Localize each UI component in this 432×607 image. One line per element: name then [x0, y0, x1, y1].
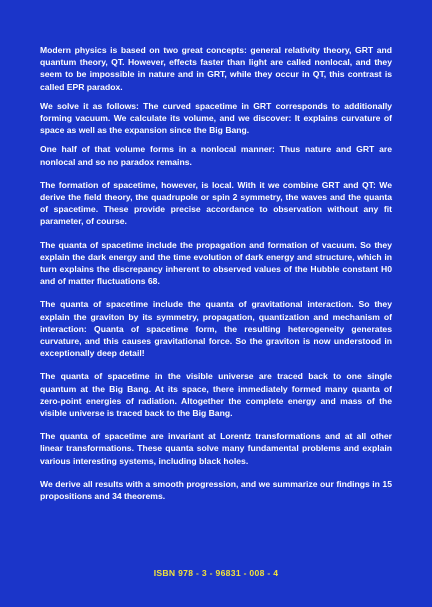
- paragraph-dark-energy: The quanta of spacetime include the propagation and formation of vacuum. So they explain the dark energy and the time evolution of dark energy and structure, which in turn explains the discrepancy inherent to observed values of the Hubble constant H0 and of matter fluctuations 68.: [40, 239, 392, 287]
- paragraph-invariance: The quanta of spacetime are invariant at Lorentz transformations and at all other linear transformations. These quanta solve many fundamental problems and explain various interesting systems, including black holes.: [40, 431, 392, 466]
- paragraph-graviton: The quanta of spacetime include the quanta of gravitational interaction. So they explain the graviton by its symmetry, propagation, quantization and mechanism of interaction: Quanta of spacetime form, the resulting heterogeneity generates curvature, and this causes gravitational force. So the graviton is now understood in exceptionally deep detail!: [40, 299, 392, 359]
- paragraph-formation: The formation of spacetime, however, is local. With it we combine GRT and QT: We derive the field theory, the quadrupole or spin 2 symmetry, the waves and the quanta of spacetime. These provide precise accordance to observation without any fit parameter, of course.: [40, 179, 392, 227]
- isbn-label: ISBN 978 - 3 - 96831 - 008 - 4: [153, 568, 279, 578]
- paragraph-summary: We derive all results with a smooth progression, and we summarize our findings in 15 propositions and 34 theorems.: [40, 478, 392, 502]
- cover-text-block: [40, 44, 392, 509]
- paragraph-big-bang: The quanta of spacetime in the visible universe are traced back to one single quantum at the Big Bang. At its space, there immediately formed many quanta of zero-point energies of radiation. Altogether the complete energy and mass of the visible universe is traced back to the Big Bang.: [40, 371, 392, 419]
- paragraph-intro: Modern physics is based on two great concepts: general relativity theory, GRT and quantum theory, QT. However, effects faster than light are called nonlocal, and they seem to be impossible in nature and in GRT, while they occur in QT, this contrast is called EPR paradox.: [40, 45, 392, 92]
- paragraph-nonlocal: One half of that volume forms in a nonlocal manner: Thus nature and GRT are nonlocal and so no paradox remains.: [40, 144, 392, 167]
- paragraph-solution: We solve it as follows: The curved spacetime in GRT corresponds to additionally forming vacuum. We calculate its volume, and we discover: It explains curvature of space as well as the expansion since the Big Bang.: [40, 100, 392, 136]
